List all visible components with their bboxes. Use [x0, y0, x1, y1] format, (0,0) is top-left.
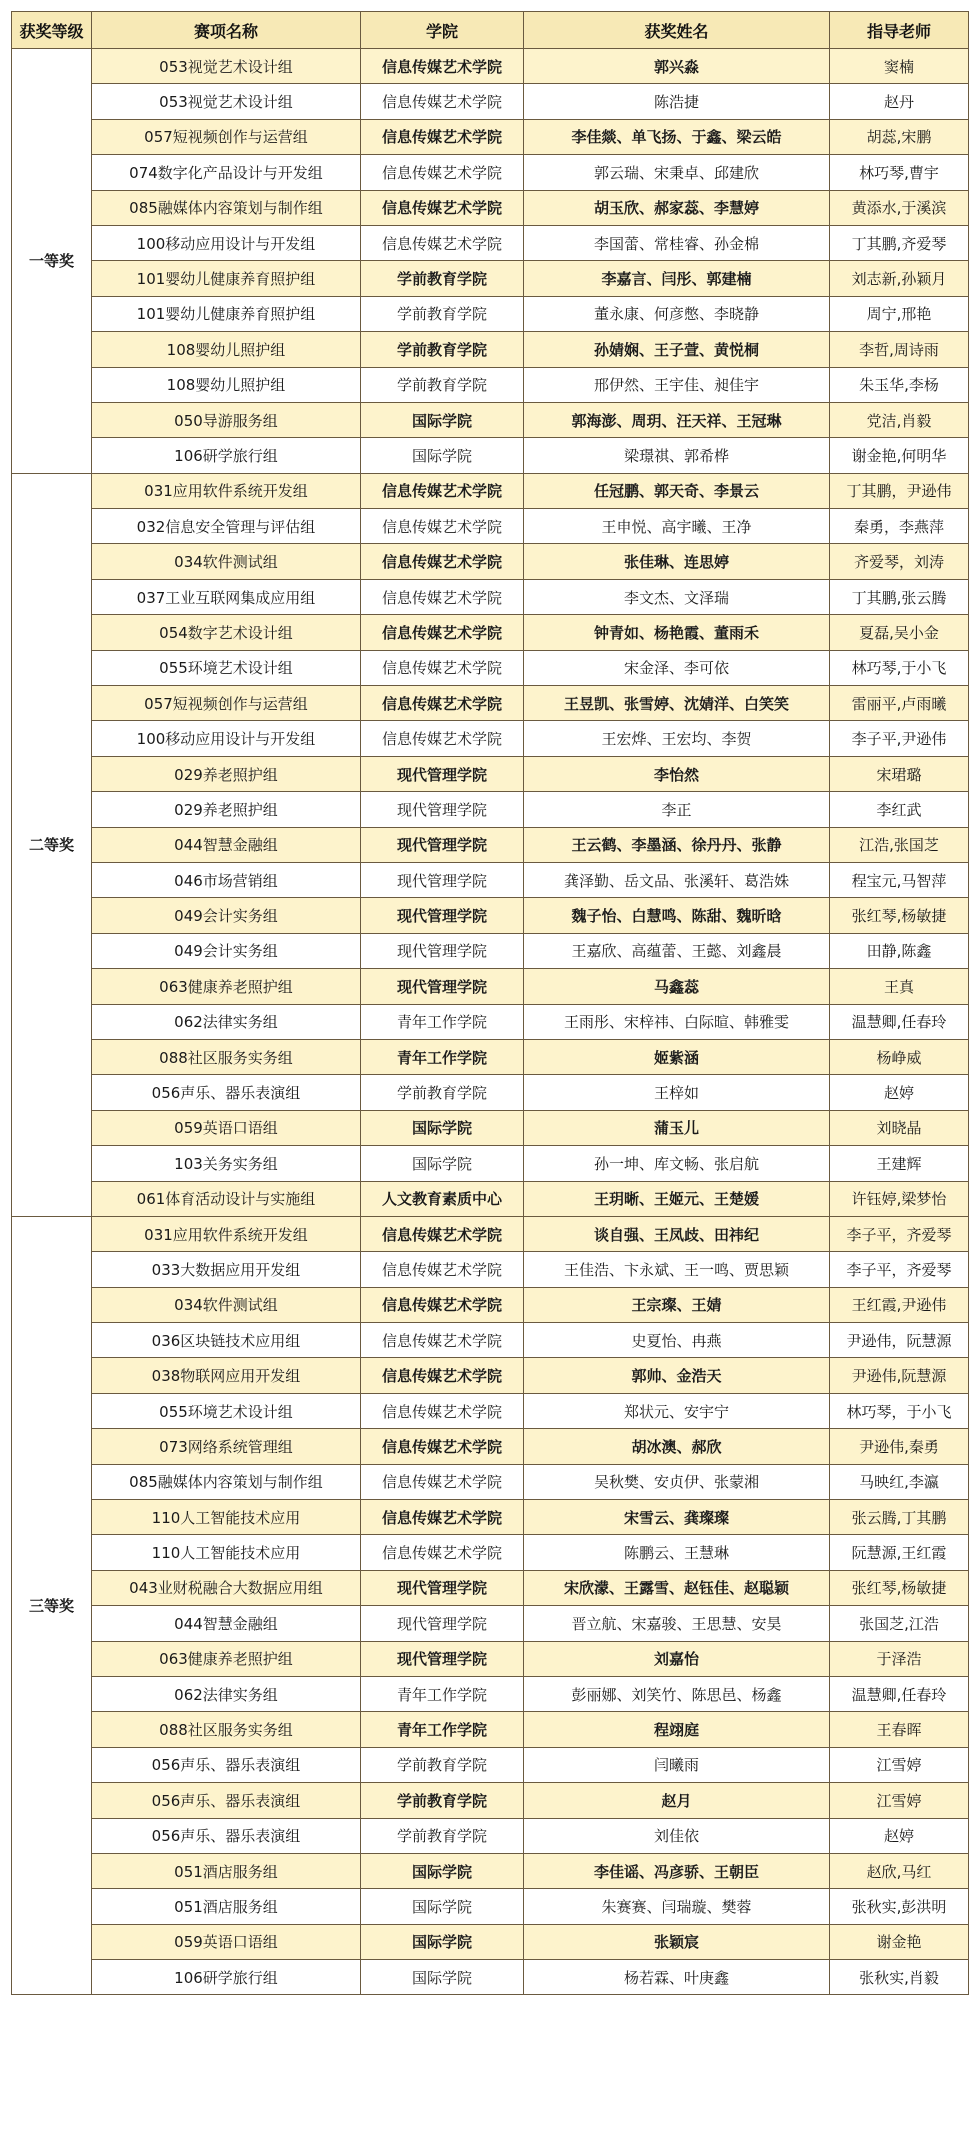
award-grade-cell: 一等奖 — [12, 49, 92, 474]
college-cell: 学前教育学院 — [361, 296, 524, 331]
advisor-cell: 谢金艳,何明华 — [830, 438, 969, 473]
event-name-cell: 053视觉艺术设计组 — [92, 84, 361, 119]
table-row — [12, 49, 969, 84]
winners-cell: 宋欣濛、王露雪、赵钰佳、赵聪颖 — [524, 1570, 830, 1605]
advisor-cell: 李红武 — [830, 792, 969, 827]
advisor-cell: 林巧琴,曹宇 — [830, 155, 969, 190]
header-row — [12, 12, 969, 49]
advisor-cell: 于泽浩 — [830, 1641, 969, 1676]
event-name-cell: 056声乐、器乐表演组 — [92, 1818, 361, 1853]
advisor-cell: 王红霞,尹逊伟 — [830, 1287, 969, 1322]
event-name-cell: 055环境艺术设计组 — [92, 1393, 361, 1428]
winners-cell: 郭帅、金浩天 — [524, 1358, 830, 1393]
college-cell: 信息传媒艺术学院 — [361, 579, 524, 614]
event-name-cell: 106研学旅行组 — [92, 1960, 361, 1995]
table-row — [12, 1393, 969, 1428]
event-name-cell: 056声乐、器乐表演组 — [92, 1075, 361, 1110]
winners-cell: 宋雪云、龚璨璨 — [524, 1500, 830, 1535]
college-cell: 信息传媒艺术学院 — [361, 1429, 524, 1464]
table-row — [12, 1853, 969, 1888]
college-cell: 信息传媒艺术学院 — [361, 84, 524, 119]
winners-cell: 魏子怡、白慧鸣、陈甜、魏昕晗 — [524, 898, 830, 933]
college-cell: 信息传媒艺术学院 — [361, 473, 524, 508]
advisor-cell: 阮慧源,王红霞 — [830, 1535, 969, 1570]
winners-cell: 胡冰澳、郝欣 — [524, 1429, 830, 1464]
event-name-cell: 074数字化产品设计与开发组 — [92, 155, 361, 190]
table-row — [12, 686, 969, 721]
event-name-cell: 031应用软件系统开发组 — [92, 1216, 361, 1251]
header-event: 赛项名称 — [92, 12, 361, 49]
college-cell: 学前教育学院 — [361, 367, 524, 402]
event-name-cell: 029养老照护组 — [92, 756, 361, 791]
event-name-cell: 103关务实务组 — [92, 1146, 361, 1181]
winners-cell: 郑状元、安宇宁 — [524, 1393, 830, 1428]
winners-cell: 王佳浩、卞永斌、王一鸣、贾思颖 — [524, 1252, 830, 1287]
advisor-cell: 雷丽平,卢雨曦 — [830, 686, 969, 721]
advisor-cell: 尹逊伟，阮慧源 — [830, 1323, 969, 1358]
table-row — [12, 84, 969, 119]
awards-table-body — [12, 49, 969, 1995]
event-name-cell: 046市场营销组 — [92, 862, 361, 897]
college-cell: 学前教育学院 — [361, 261, 524, 296]
advisor-cell: 赵丹 — [830, 84, 969, 119]
winners-cell: 程翊庭 — [524, 1712, 830, 1747]
table-row — [12, 1676, 969, 1711]
college-cell: 信息传媒艺术学院 — [361, 1287, 524, 1322]
table-row — [12, 1039, 969, 1074]
event-name-cell: 044智慧金融组 — [92, 827, 361, 862]
advisor-cell: 温慧卿,任春玲 — [830, 1676, 969, 1711]
table-row — [12, 1075, 969, 1110]
winners-cell: 吴秋樊、安贞伊、张蒙湘 — [524, 1464, 830, 1499]
advisor-cell: 田静,陈鑫 — [830, 933, 969, 968]
table-row — [12, 579, 969, 614]
winners-cell: 晋立航、宋嘉骏、王思慧、安昊 — [524, 1606, 830, 1641]
advisor-cell: 党洁,肖毅 — [830, 402, 969, 437]
college-cell: 信息传媒艺术学院 — [361, 721, 524, 756]
college-cell: 国际学院 — [361, 1110, 524, 1145]
winners-cell: 王嘉欣、高蕴蕾、王懿、刘鑫晨 — [524, 933, 830, 968]
event-name-cell: 029养老照护组 — [92, 792, 361, 827]
winners-cell: 王玥晰、王姬元、王楚媛 — [524, 1181, 830, 1216]
college-cell: 青年工作学院 — [361, 1039, 524, 1074]
winners-cell: 李佳燚、单飞扬、于鑫、梁云皓 — [524, 119, 830, 154]
winners-cell: 宋金泽、李可依 — [524, 650, 830, 685]
event-name-cell: 050导游服务组 — [92, 402, 361, 437]
winners-cell: 钟青如、杨艳霞、董雨禾 — [524, 615, 830, 650]
advisor-cell: 王真 — [830, 969, 969, 1004]
table-row — [12, 1500, 969, 1535]
winners-cell: 李文杰、文泽瑞 — [524, 579, 830, 614]
college-cell: 国际学院 — [361, 1960, 524, 1995]
table-row — [12, 473, 969, 508]
table-row — [12, 1464, 969, 1499]
college-cell: 信息传媒艺术学院 — [361, 1464, 524, 1499]
advisor-cell: 丁其鹏,齐爱琴 — [830, 225, 969, 260]
table-row — [12, 544, 969, 579]
winners-cell: 张颖宸 — [524, 1924, 830, 1959]
event-name-cell: 063健康养老照护组 — [92, 1641, 361, 1676]
table-row — [12, 119, 969, 154]
winners-cell: 郭云瑞、宋秉卓、邱建欣 — [524, 155, 830, 190]
event-name-cell: 085融媒体内容策划与制作组 — [92, 1464, 361, 1499]
winners-cell: 蒲玉儿 — [524, 1110, 830, 1145]
event-name-cell: 062法律实务组 — [92, 1004, 361, 1039]
college-cell: 现代管理学院 — [361, 1570, 524, 1605]
event-name-cell: 100移动应用设计与开发组 — [92, 225, 361, 260]
winners-cell: 闫曦雨 — [524, 1747, 830, 1782]
winners-cell: 梁璟祺、郭希桦 — [524, 438, 830, 473]
table-row — [12, 1004, 969, 1039]
winners-cell: 任冠鹏、郭天奇、李景云 — [524, 473, 830, 508]
event-name-cell: 063健康养老照护组 — [92, 969, 361, 1004]
advisor-cell: 李哲,周诗雨 — [830, 332, 969, 367]
table-row — [12, 792, 969, 827]
college-cell: 信息传媒艺术学院 — [361, 190, 524, 225]
table-row — [12, 1924, 969, 1959]
event-name-cell: 088社区服务实务组 — [92, 1039, 361, 1074]
college-cell: 国际学院 — [361, 1146, 524, 1181]
advisor-cell: 刘志新,孙颖月 — [830, 261, 969, 296]
event-name-cell: 108婴幼儿照护组 — [92, 367, 361, 402]
event-name-cell: 049会计实务组 — [92, 898, 361, 933]
event-name-cell: 057短视频创作与运营组 — [92, 119, 361, 154]
table-row — [12, 1287, 969, 1322]
event-name-cell: 110人工智能技术应用 — [92, 1500, 361, 1535]
award-grade-cell: 三等奖 — [12, 1216, 92, 1995]
advisor-cell: 温慧卿,任春玲 — [830, 1004, 969, 1039]
college-cell: 学前教育学院 — [361, 1818, 524, 1853]
event-name-cell: 073网络系统管理组 — [92, 1429, 361, 1464]
event-name-cell: 034软件测试组 — [92, 544, 361, 579]
winners-cell: 李佳谣、冯彦骄、王朝臣 — [524, 1853, 830, 1888]
college-cell: 信息传媒艺术学院 — [361, 509, 524, 544]
winners-cell: 王宏烨、王宏均、李贺 — [524, 721, 830, 756]
table-row — [12, 155, 969, 190]
advisor-cell: 张云腾,丁其鹏 — [830, 1500, 969, 1535]
table-row — [12, 296, 969, 331]
table-row — [12, 650, 969, 685]
winners-cell: 赵月 — [524, 1783, 830, 1818]
table-row — [12, 898, 969, 933]
college-cell: 学前教育学院 — [361, 1747, 524, 1782]
event-name-cell: 088社区服务实务组 — [92, 1712, 361, 1747]
winners-cell: 李正 — [524, 792, 830, 827]
winners-cell: 王梓如 — [524, 1075, 830, 1110]
advisor-cell: 窦楠 — [830, 49, 969, 84]
college-cell: 人文教育素质中心 — [361, 1181, 524, 1216]
college-cell: 现代管理学院 — [361, 969, 524, 1004]
college-cell: 信息传媒艺术学院 — [361, 49, 524, 84]
advisor-cell: 江雪婷 — [830, 1747, 969, 1782]
table-row — [12, 190, 969, 225]
advisor-cell: 朱玉华,李杨 — [830, 367, 969, 402]
college-cell: 国际学院 — [361, 1853, 524, 1888]
table-row — [12, 1570, 969, 1605]
advisor-cell: 黄添水,于溪滨 — [830, 190, 969, 225]
winners-cell: 王雨彤、宋梓祎、白际暄、韩雅雯 — [524, 1004, 830, 1039]
table-row — [12, 827, 969, 862]
winners-cell: 王昱凯、张雪婷、沈婧洋、白笑笑 — [524, 686, 830, 721]
header-winners: 获奖姓名 — [524, 12, 830, 49]
table-row — [12, 1358, 969, 1393]
advisor-cell: 刘晓晶 — [830, 1110, 969, 1145]
table-row — [12, 1146, 969, 1181]
college-cell: 现代管理学院 — [361, 898, 524, 933]
event-name-cell: 106研学旅行组 — [92, 438, 361, 473]
advisor-cell: 赵欣,马红 — [830, 1853, 969, 1888]
college-cell: 信息传媒艺术学院 — [361, 686, 524, 721]
winners-cell: 龚泽勤、岳文品、张溪轩、葛浩姝 — [524, 862, 830, 897]
table-row — [12, 1889, 969, 1924]
table-row — [12, 1252, 969, 1287]
winners-cell: 彭丽娜、刘笑竹、陈思邑、杨鑫 — [524, 1676, 830, 1711]
college-cell: 学前教育学院 — [361, 332, 524, 367]
event-name-cell: 038物联网应用开发组 — [92, 1358, 361, 1393]
college-cell: 现代管理学院 — [361, 933, 524, 968]
advisor-cell: 张红琴,杨敏捷 — [830, 1570, 969, 1605]
college-cell: 青年工作学院 — [361, 1004, 524, 1039]
advisor-cell: 马映红,李瀛 — [830, 1464, 969, 1499]
advisor-cell: 周宁,邢艳 — [830, 296, 969, 331]
college-cell: 信息传媒艺术学院 — [361, 119, 524, 154]
winners-cell: 刘嘉怡 — [524, 1641, 830, 1676]
advisor-cell: 丁其鹏，尹逊伟 — [830, 473, 969, 508]
table-row — [12, 1783, 969, 1818]
college-cell: 国际学院 — [361, 1889, 524, 1924]
event-name-cell: 085融媒体内容策划与制作组 — [92, 190, 361, 225]
advisor-cell: 林巧琴，于小飞 — [830, 1393, 969, 1428]
winners-cell: 邢伊然、王宇佳、昶佳宇 — [524, 367, 830, 402]
advisor-cell: 宋珺璐 — [830, 756, 969, 791]
college-cell: 信息传媒艺术学院 — [361, 1252, 524, 1287]
event-name-cell: 051酒店服务组 — [92, 1889, 361, 1924]
table-row — [12, 261, 969, 296]
winners-cell: 李怡然 — [524, 756, 830, 791]
advisor-cell: 张秋实,彭洪明 — [830, 1889, 969, 1924]
college-cell: 信息传媒艺术学院 — [361, 1535, 524, 1570]
event-name-cell: 100移动应用设计与开发组 — [92, 721, 361, 756]
winners-cell: 马鑫蕊 — [524, 969, 830, 1004]
winners-cell: 胡玉欣、郝家蕊、李慧婷 — [524, 190, 830, 225]
advisor-cell: 赵婷 — [830, 1075, 969, 1110]
event-name-cell: 059英语口语组 — [92, 1110, 361, 1145]
table-row — [12, 1960, 969, 1995]
advisor-cell: 齐爱琴，刘涛 — [830, 544, 969, 579]
college-cell: 信息传媒艺术学院 — [361, 225, 524, 260]
table-row — [12, 1181, 969, 1216]
college-cell: 现代管理学院 — [361, 862, 524, 897]
college-cell: 国际学院 — [361, 1924, 524, 1959]
college-cell: 现代管理学院 — [361, 1606, 524, 1641]
winners-cell: 孙婧娴、王子萱、黄悦桐 — [524, 332, 830, 367]
event-name-cell: 101婴幼儿健康养育照护组 — [92, 261, 361, 296]
table-row — [12, 1818, 969, 1853]
advisor-cell: 张国芝,江浩 — [830, 1606, 969, 1641]
event-name-cell: 051酒店服务组 — [92, 1853, 361, 1888]
event-name-cell: 031应用软件系统开发组 — [92, 473, 361, 508]
college-cell: 现代管理学院 — [361, 792, 524, 827]
college-cell: 现代管理学院 — [361, 827, 524, 862]
header-advisor: 指导老师 — [830, 12, 969, 49]
advisor-cell: 李子平，齐爱琴 — [830, 1252, 969, 1287]
award-grade-cell: 二等奖 — [12, 473, 92, 1216]
table-row — [12, 933, 969, 968]
college-cell: 信息传媒艺术学院 — [361, 1393, 524, 1428]
college-cell: 信息传媒艺术学院 — [361, 650, 524, 685]
awards-table — [11, 11, 969, 1995]
table-row — [12, 756, 969, 791]
event-name-cell: 061体育活动设计与实施组 — [92, 1181, 361, 1216]
advisor-cell: 夏磊,吴小金 — [830, 615, 969, 650]
advisor-cell: 王春晖 — [830, 1712, 969, 1747]
advisor-cell: 赵婷 — [830, 1818, 969, 1853]
event-name-cell: 037工业互联网集成应用组 — [92, 579, 361, 614]
table-row — [12, 438, 969, 473]
winners-cell: 郭海澎、周玥、汪天祥、王冠琳 — [524, 402, 830, 437]
event-name-cell: 059英语口语组 — [92, 1924, 361, 1959]
table-row — [12, 1712, 969, 1747]
event-name-cell: 054数字艺术设计组 — [92, 615, 361, 650]
winners-cell: 李国蕾、常桂睿、孙金棉 — [524, 225, 830, 260]
winners-cell: 刘佳依 — [524, 1818, 830, 1853]
winners-cell: 杨若霖、叶庚鑫 — [524, 1960, 830, 1995]
college-cell: 信息传媒艺术学院 — [361, 1358, 524, 1393]
event-name-cell: 108婴幼儿照护组 — [92, 332, 361, 367]
college-cell: 学前教育学院 — [361, 1783, 524, 1818]
college-cell: 学前教育学院 — [361, 1075, 524, 1110]
winners-cell: 李嘉言、闫彤、郭建楠 — [524, 261, 830, 296]
advisor-cell: 张红琴,杨敏捷 — [830, 898, 969, 933]
winners-cell: 朱赛赛、闫瑞璇、樊蓉 — [524, 1889, 830, 1924]
table-row — [12, 1535, 969, 1570]
advisor-cell: 江浩,张国芝 — [830, 827, 969, 862]
event-name-cell: 032信息安全管理与评估组 — [92, 509, 361, 544]
advisor-cell: 丁其鹏,张云腾 — [830, 579, 969, 614]
winners-cell: 张佳琳、连思婷 — [524, 544, 830, 579]
winners-cell: 陈浩捷 — [524, 84, 830, 119]
winners-cell: 孙一坤、库文畅、张启航 — [524, 1146, 830, 1181]
college-cell: 信息传媒艺术学院 — [361, 544, 524, 579]
table-row — [12, 225, 969, 260]
winners-cell: 谈自强、王凤歧、田祎纪 — [524, 1216, 830, 1251]
college-cell: 国际学院 — [361, 402, 524, 437]
advisor-cell: 李子平,尹逊伟 — [830, 721, 969, 756]
winners-cell: 陈鹏云、王慧琳 — [524, 1535, 830, 1570]
winners-cell: 王申悦、高宇曦、王净 — [524, 509, 830, 544]
event-name-cell: 034软件测试组 — [92, 1287, 361, 1322]
event-name-cell: 062法律实务组 — [92, 1676, 361, 1711]
advisor-cell: 杨峥威 — [830, 1039, 969, 1074]
event-name-cell: 049会计实务组 — [92, 933, 361, 968]
advisor-cell: 谢金艳 — [830, 1924, 969, 1959]
winners-cell: 郭兴淼 — [524, 49, 830, 84]
table-row — [12, 969, 969, 1004]
winners-cell: 王云鹤、李墨涵、徐丹丹、张静 — [524, 827, 830, 862]
header-grade: 获奖等级 — [12, 12, 92, 49]
college-cell: 信息传媒艺术学院 — [361, 1323, 524, 1358]
table-row — [12, 332, 969, 367]
table-row — [12, 1216, 969, 1251]
college-cell: 信息传媒艺术学院 — [361, 615, 524, 650]
header-college: 学院 — [361, 12, 524, 49]
college-cell: 青年工作学院 — [361, 1676, 524, 1711]
winners-cell: 董永康、何彦憋、李晓静 — [524, 296, 830, 331]
table-row — [12, 1747, 969, 1782]
college-cell: 现代管理学院 — [361, 1641, 524, 1676]
event-name-cell: 033大数据应用开发组 — [92, 1252, 361, 1287]
event-name-cell: 044智慧金融组 — [92, 1606, 361, 1641]
college-cell: 信息传媒艺术学院 — [361, 155, 524, 190]
table-row — [12, 721, 969, 756]
table-row — [12, 402, 969, 437]
winners-cell: 姬紫涵 — [524, 1039, 830, 1074]
advisor-cell: 许钰婷,梁梦怡 — [830, 1181, 969, 1216]
advisor-cell: 江雪婷 — [830, 1783, 969, 1818]
table-row — [12, 1606, 969, 1641]
table-row — [12, 1641, 969, 1676]
table-row — [12, 862, 969, 897]
advisor-cell: 秦勇，李燕萍 — [830, 509, 969, 544]
event-name-cell: 055环境艺术设计组 — [92, 650, 361, 685]
table-row — [12, 1323, 969, 1358]
winners-cell: 史夏怡、冉燕 — [524, 1323, 830, 1358]
advisor-cell: 李子平，齐爱琴 — [830, 1216, 969, 1251]
table-row — [12, 367, 969, 402]
college-cell: 信息传媒艺术学院 — [361, 1500, 524, 1535]
advisor-cell: 林巧琴,于小飞 — [830, 650, 969, 685]
advisor-cell: 尹逊伟,秦勇 — [830, 1429, 969, 1464]
table-row — [12, 615, 969, 650]
table-row — [12, 1429, 969, 1464]
table-row — [12, 1110, 969, 1145]
advisor-cell: 胡蕊,宋鹏 — [830, 119, 969, 154]
college-cell: 国际学院 — [361, 438, 524, 473]
event-name-cell: 110人工智能技术应用 — [92, 1535, 361, 1570]
college-cell: 现代管理学院 — [361, 756, 524, 791]
advisor-cell: 程宝元,马智萍 — [830, 862, 969, 897]
table-row — [12, 509, 969, 544]
event-name-cell: 056声乐、器乐表演组 — [92, 1747, 361, 1782]
event-name-cell: 053视觉艺术设计组 — [92, 49, 361, 84]
advisor-cell: 尹逊伟,阮慧源 — [830, 1358, 969, 1393]
college-cell: 信息传媒艺术学院 — [361, 1216, 524, 1251]
event-name-cell: 101婴幼儿健康养育照护组 — [92, 296, 361, 331]
advisor-cell: 王建辉 — [830, 1146, 969, 1181]
winners-cell: 王宗璨、王婧 — [524, 1287, 830, 1322]
college-cell: 青年工作学院 — [361, 1712, 524, 1747]
advisor-cell: 张秋实,肖毅 — [830, 1960, 969, 1995]
event-name-cell: 036区块链技术应用组 — [92, 1323, 361, 1358]
event-name-cell: 056声乐、器乐表演组 — [92, 1783, 361, 1818]
event-name-cell: 057短视频创作与运营组 — [92, 686, 361, 721]
event-name-cell: 043业财税融合大数据应用组 — [92, 1570, 361, 1605]
